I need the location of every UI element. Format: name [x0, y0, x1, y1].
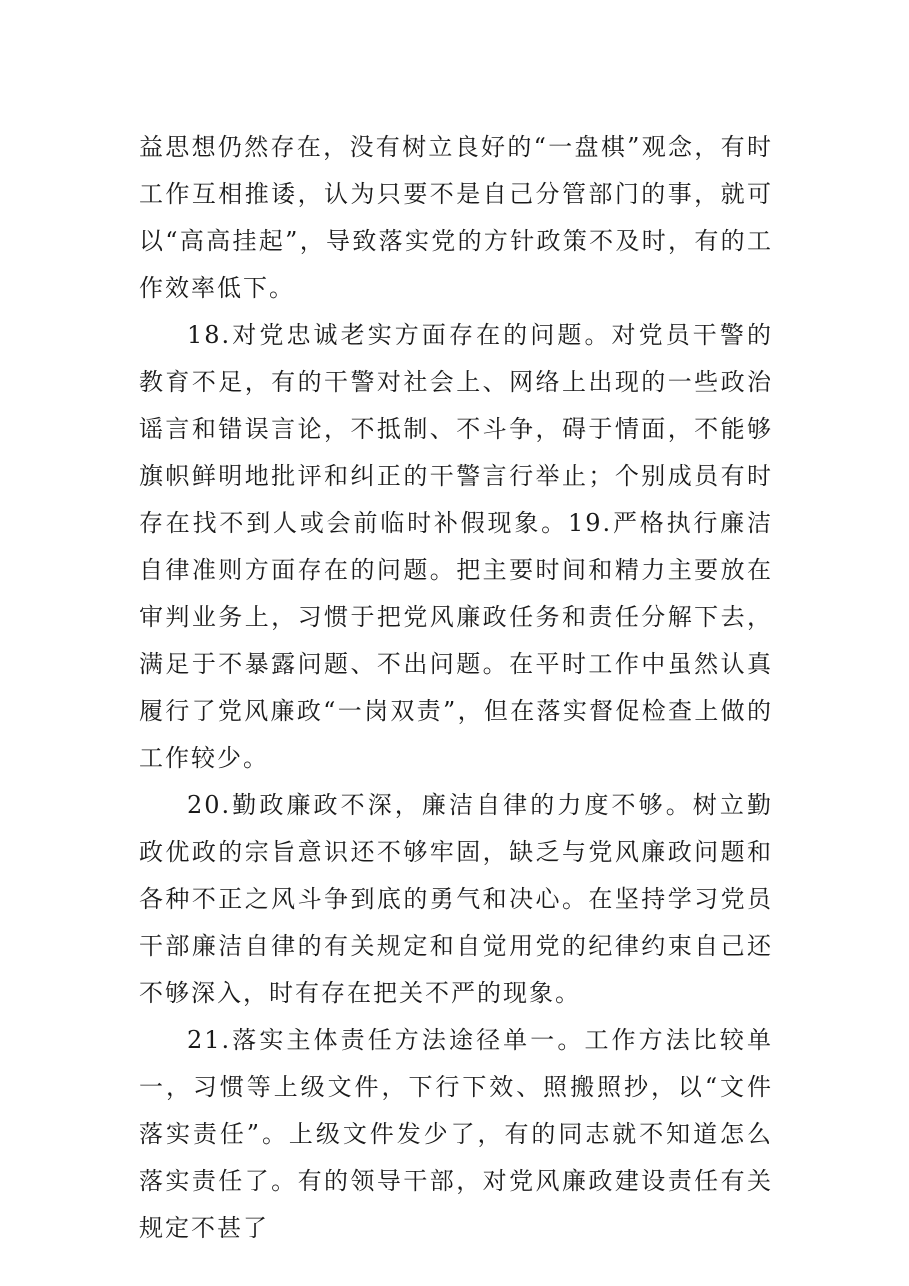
document-body [139, 124, 773, 1252]
paragraph-item-21: 21.落实主体责任方法途径单一。工作方法比较单一，习惯等上级文件，下行下效、照搬照抄，以“文件落实责任”。上级文件发少了，有的同志就不知道怎么落实责任了。有的领导干部，对党风廉政建设责任有关规定不甚了 [139, 1026, 773, 1242]
paragraph-item-18-19: 18.对党忠诚老实方面存在的问题。对党员干警的教育不足，有的干警对社会上、网络上出现的一些政治谣言和错误言论，不抵制、不斗争，碍于情面，不能够旗帜鲜明地批评和纠正的干警言行举止；个别成员有时存在找不到人或会前临时补假现象。19.严格执行廉洁自律准则方面存在的问题。把主要时间和精力主要放在审判业务上，习惯于把党风廉政任务和责任分解下去，满足于不暴露问题、不出问题。在平时工作中虽然认真履行了党风廉政“一岗双责”，但在落实督促检查上做的工作较少。 [139, 321, 773, 772]
paragraph-continuation: 益思想仍然存在，没有树立良好的“一盘棋”观念，有时工作互相推诿，认为只要不是自己分管部门的事，就可以“高高挂起”，导致落实党的方针政策不及时，有的工作效率低下。 [139, 133, 773, 302]
paragraph-item-20: 20.勤政廉政不深，廉洁自律的力度不够。树立勤政优政的宗旨意识还不够牢固，缺乏与党风廉政问题和各种不正之风斗争到底的勇气和决心。在坚持学习党员干部廉洁自律的有关规定和自觉用党的纪律约束自己还不够深入，时有存在把关不严的现象。 [139, 791, 773, 1007]
